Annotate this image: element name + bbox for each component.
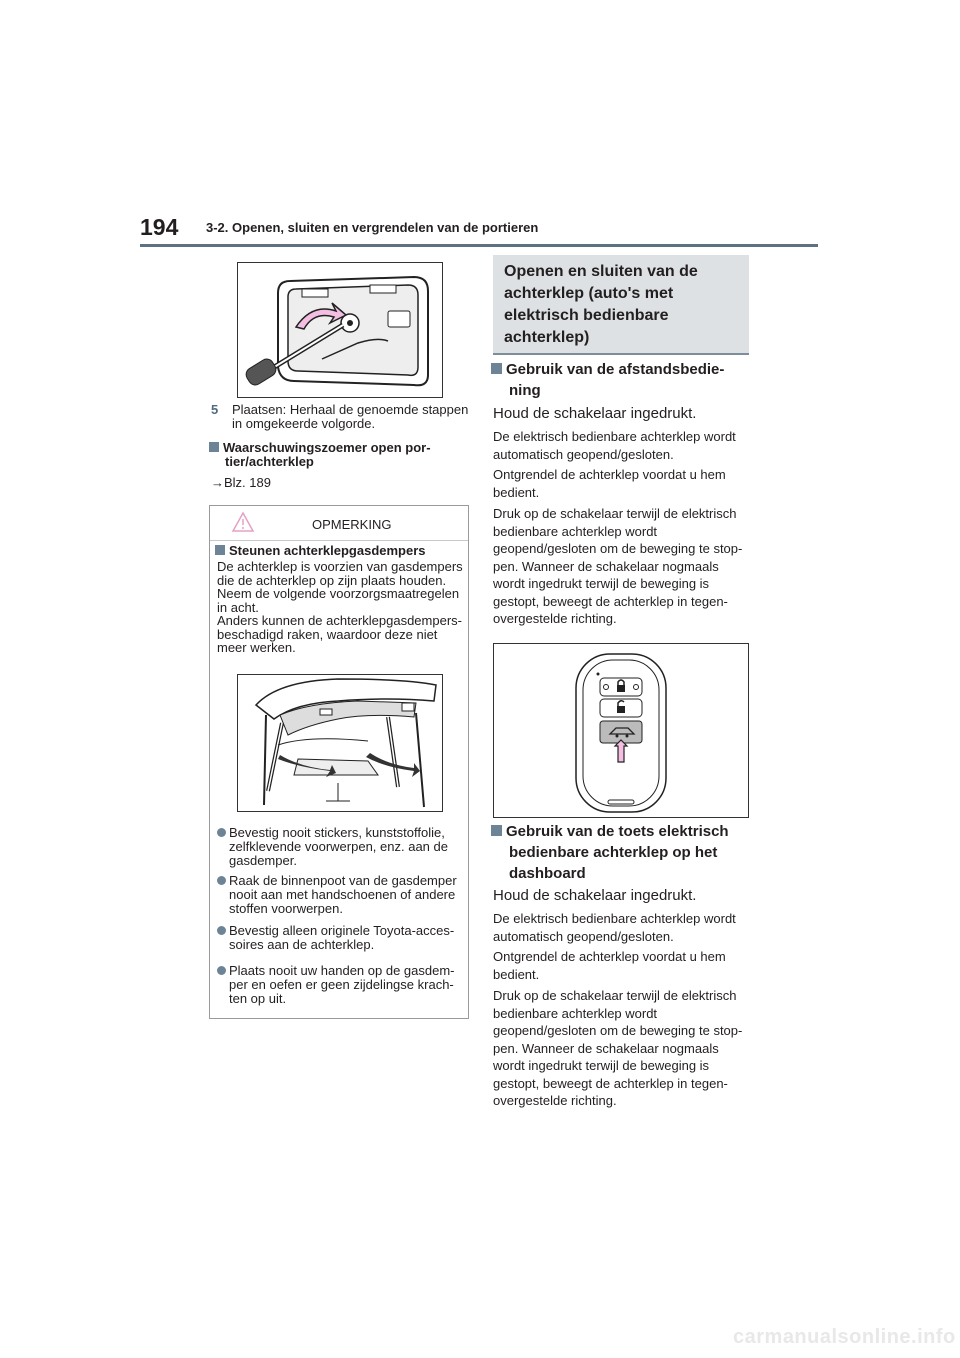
figure-smart-key: [493, 643, 749, 818]
caution-bullet-4: Plaats nooit uw handen op de gasdem- per en oefen er geen zijdelingse krach- ten op uit.: [217, 964, 465, 1006]
remote-heading: Gebruik van de afstandsbedie- ning: [491, 359, 761, 401]
caution-bullet-3: Bevestig alleen originele Toyota-acces- soires aan de achterklep.: [217, 924, 465, 952]
section-title: Openen en sluiten van de achterklep (auto's met elektrisch bedienbare achterklep): [504, 263, 698, 346]
caution-paragraph: De achterklep is voorzien van gasdempers die de achterklep op zijn plaats houden. Neem de volgende voorzorgsmaatregelen in acht. Anders kunnen de achterklepgasdempers- beschadigd raken, waardoor deze niet meer werken.: [217, 559, 463, 655]
caution-header: [210, 506, 468, 541]
warning-buzzer-heading: Waarschuwingszoemer open por- tier/achterklep: [209, 441, 469, 469]
round-bullet-icon: [217, 828, 226, 837]
remote-paragraph-2: Ontgrendel de achterklep voordat u hem bedient.: [493, 467, 726, 500]
round-bullet-icon: [217, 876, 226, 885]
warning-triangle-icon: [231, 511, 255, 533]
remote-instruction: Houd de schakelaar ingedrukt.: [493, 405, 697, 422]
square-bullet-icon: [491, 363, 502, 374]
dashboard-heading: Gebruik van de toets elektrisch bedienbare achterklep op het dashboard: [491, 821, 761, 884]
unlock-icon: [617, 706, 625, 713]
remote-paragraph-3: Druk op de schakelaar terwijl de elektrisch bedienbare achterklep wordt geopend/gesloten om de beweging te stop- pen. Wanneer de schakelaar nogmaals wordt ingedrukt terwijl de beweging is gestopt, beweegt de achterklep in tegen- overgestelde richting.: [493, 506, 743, 626]
dashboard-paragraph-2: Ontgrendel de achterklep voordat u hem bedient.: [493, 949, 726, 982]
round-bullet-icon: [217, 966, 226, 975]
watermark: carmanualsonline.info: [733, 1326, 956, 1348]
caution-box: [209, 505, 469, 1019]
square-bullet-icon: [209, 442, 219, 452]
dashboard-paragraph-3: Druk op de schakelaar terwijl de elektrisch bedienbare achterklep wordt geopend/gesloten om de beweging te stop- pen. Wanneer de schakelaar nogmaals wordt ingedrukt terwijl de beweging is gestopt, beweegt de achterklep in tegen- overgestelde richting.: [493, 988, 743, 1108]
lock-icon: [617, 685, 625, 692]
chapter-title: 3-2. Openen, sluiten en vergrendelen van de portieren: [206, 220, 539, 235]
square-bullet-icon: [215, 545, 225, 555]
caution-bullet-1: Bevestig nooit stickers, kunststoffolie, zelfklevende voorwerpen, enz. aan de gasdemper.: [217, 826, 465, 868]
figure-cover-removal: [237, 262, 443, 398]
square-bullet-icon: [491, 825, 502, 836]
section-heading-box: [493, 255, 749, 355]
caution-bullet-2: Raak de binnenpoot van de gasdemper nooit aan met handschoenen of andere stoffen voorwerpen.: [217, 874, 465, 916]
dashboard-instruction: Houd de schakelaar ingedrukt.: [493, 887, 697, 904]
step-number: 5: [211, 402, 219, 417]
caution-title: OPMERKING: [312, 517, 392, 532]
figure-tailgate-struts: [237, 674, 443, 812]
remote-paragraph-1: De elektrisch bedienbare achterklep wordt automatisch geopend/gesloten.: [493, 429, 736, 462]
round-bullet-icon: [217, 926, 226, 935]
page-reference: →Blz. 189: [211, 475, 271, 490]
caution-heading: Steunen achterklepgasdempers: [215, 544, 426, 558]
step-text: Plaatsen: Herhaal de genoemde stappen in omgekeerde volgorde.: [232, 402, 469, 431]
dashboard-paragraph-1: De elektrisch bedienbare achterklep wordt automatisch geopend/gesloten.: [493, 911, 736, 944]
page-number: 194: [140, 214, 179, 240]
header-divider: [140, 244, 818, 247]
step-5: [211, 403, 469, 431]
